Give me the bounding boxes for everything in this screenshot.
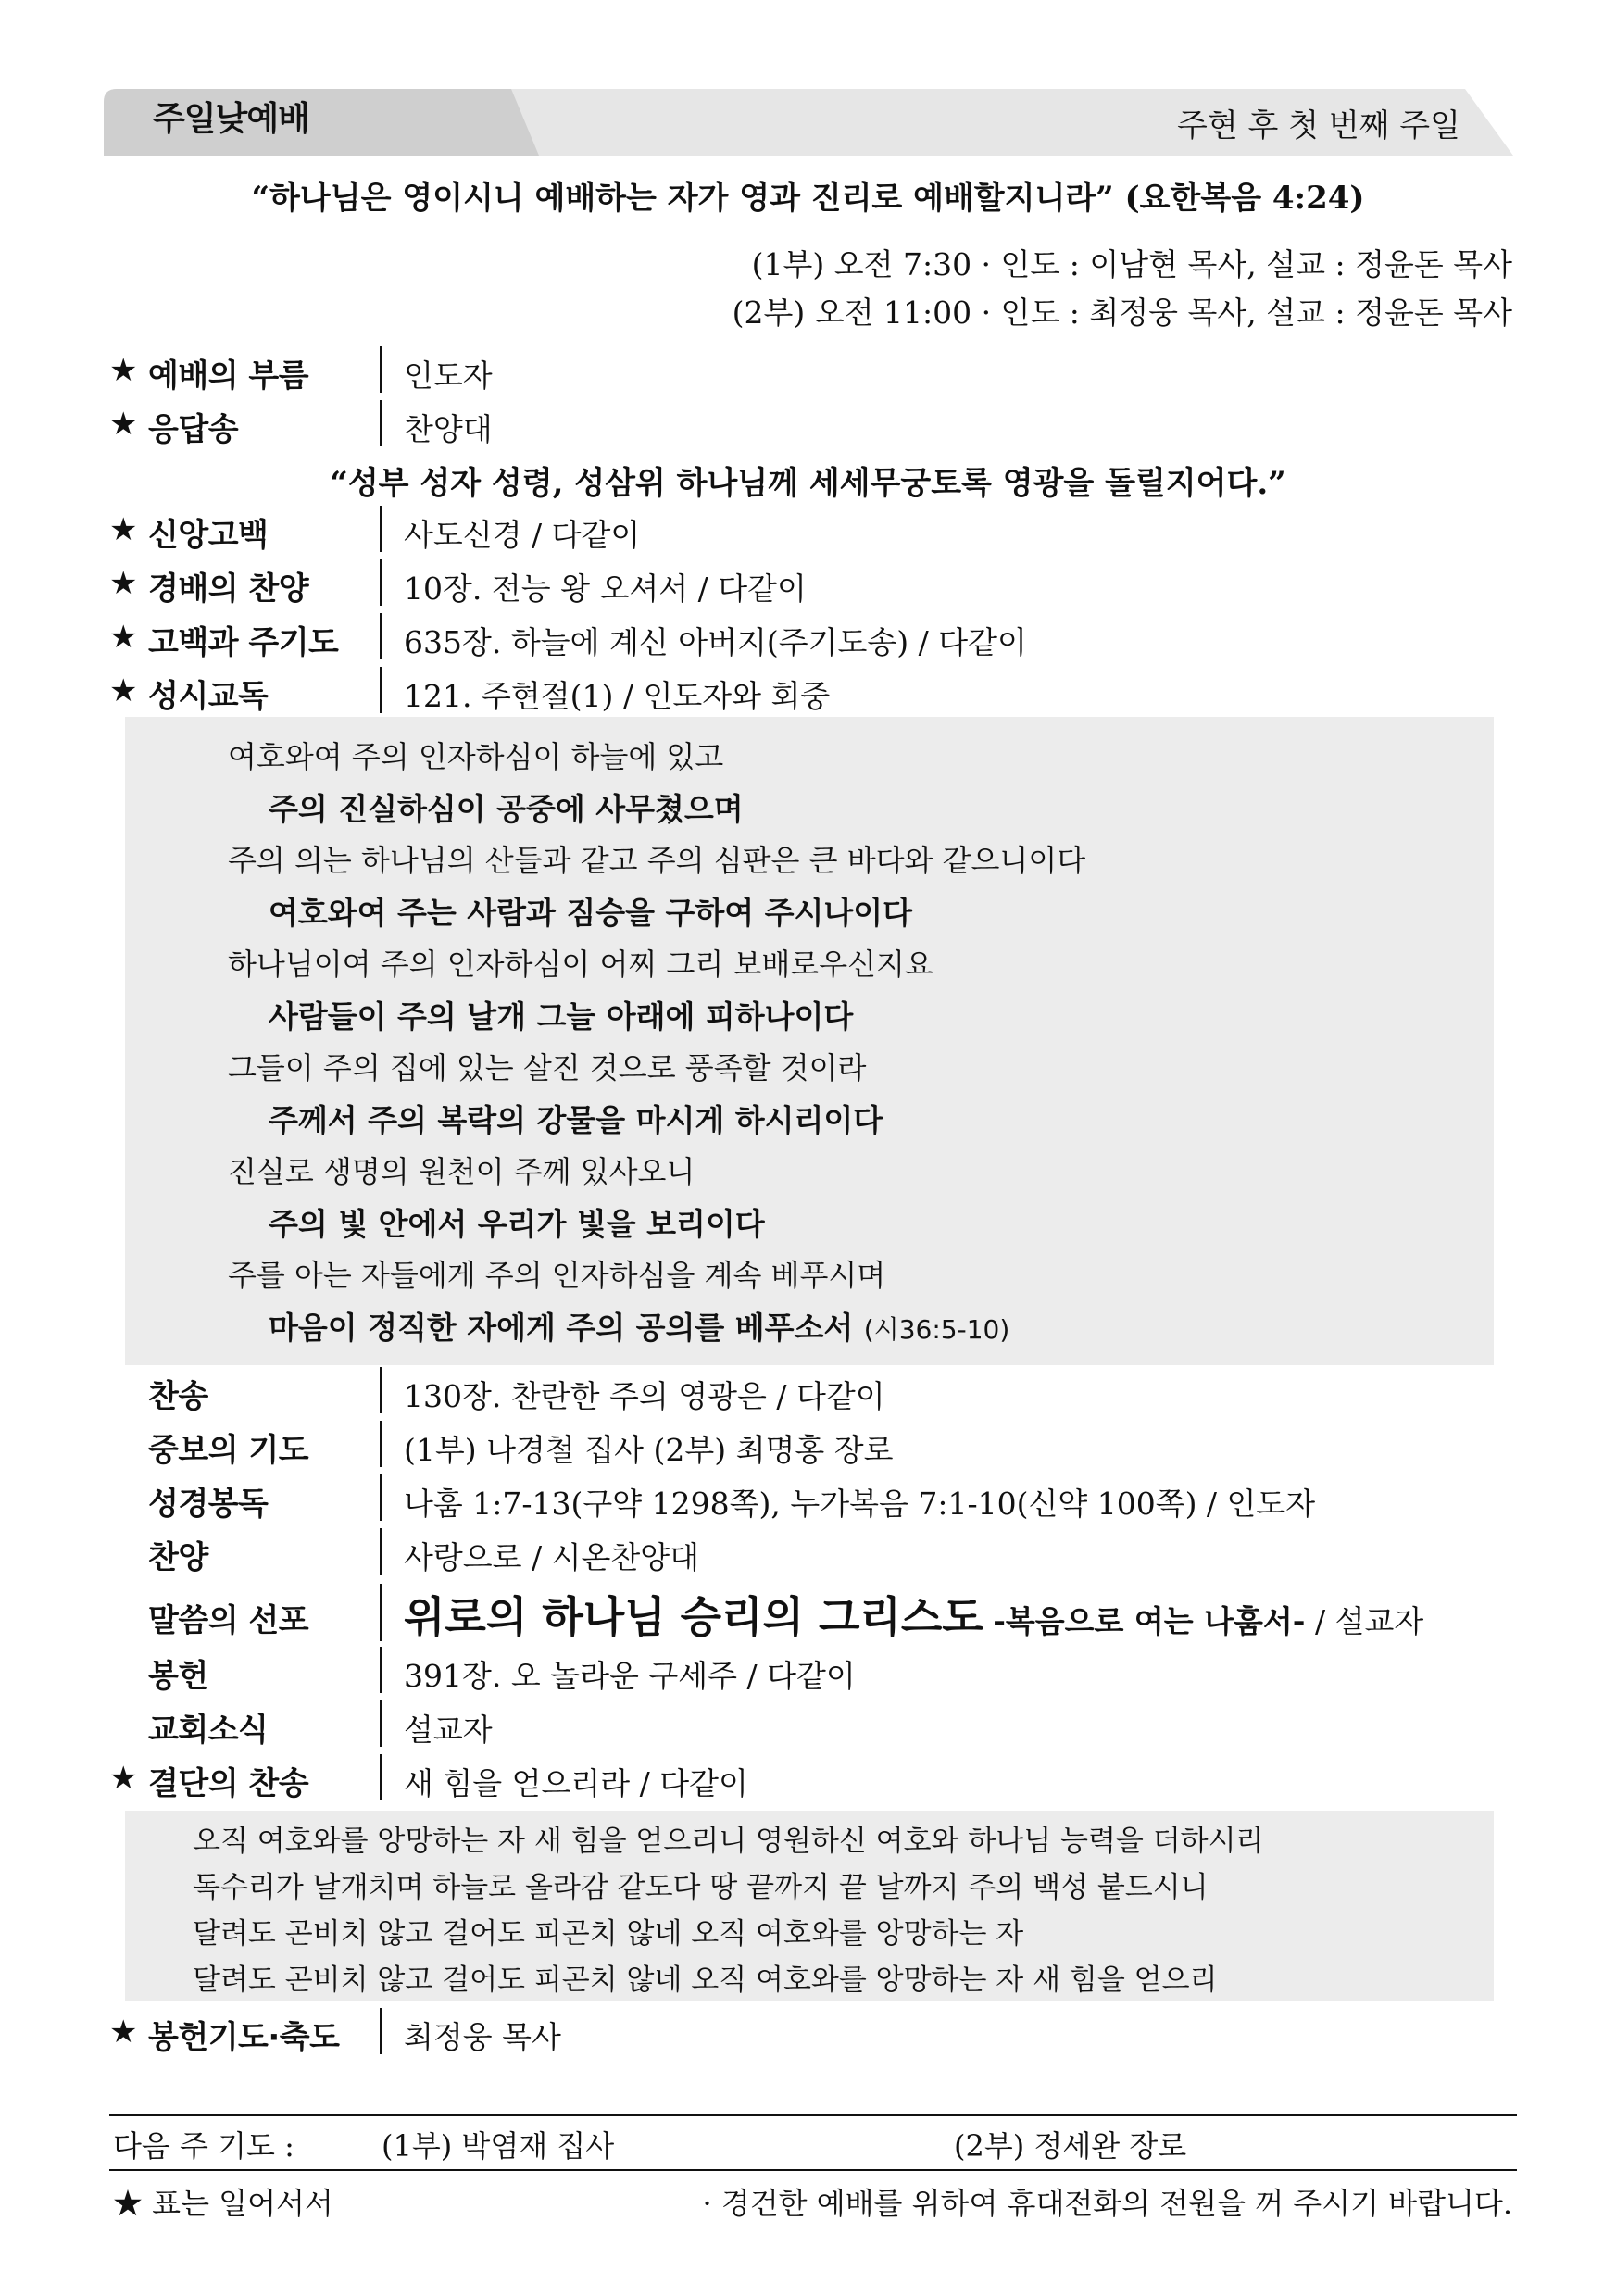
order-label: 찬양 — [148, 1539, 208, 1576]
doxology: “성부 성자 성령, 성삼위 하나님께 세세무궁토록 영광을 돌릴지어다.” — [330, 465, 1286, 502]
order-value: 인도자 — [404, 358, 493, 394]
order-value: (1부) 나경철 집사 (2부) 최명홍 장로 — [404, 1432, 894, 1468]
order-row — [109, 667, 1517, 713]
divider — [380, 1367, 382, 1413]
standing-star: ★ — [109, 565, 138, 602]
order-row — [109, 559, 1517, 606]
order-label: 결단의 찬송 — [148, 1765, 309, 1802]
order-row — [109, 1528, 1517, 1575]
reading-leader-line: 그들이 주의 집에 있는 살진 것으로 풍족할 것이라 — [228, 1050, 867, 1085]
standing-star: ★ — [109, 1760, 138, 1797]
order-label: 성경봉독 — [148, 1486, 269, 1523]
order-label: 말씀의 선포 — [148, 1602, 309, 1639]
divider — [380, 1528, 382, 1575]
footer-rule-bottom — [109, 2169, 1517, 2171]
order-value: 사도신경 / 다같이 — [404, 517, 641, 553]
order-label: 응답송 — [148, 411, 239, 448]
reading-people-line: 주의 빛 안에서 우리가 빛을 보리이다 — [269, 1206, 765, 1242]
order-value: 새 힘을 얻으리라 / 다같이 — [404, 1765, 748, 1801]
standing-star: ★ — [109, 2014, 138, 2051]
sermon-preacher: / 설교자 — [1305, 1603, 1424, 1639]
order-row — [109, 1647, 1517, 1693]
order-label: 찬송 — [148, 1378, 208, 1415]
order-label: 성시교독 — [148, 678, 269, 715]
hymn-lyric-line: 달려도 곤비치 않고 걸어도 피곤치 않네 오직 여호와를 앙망하는 자 새 힘을 얻으리 — [193, 1964, 1218, 1997]
order-row — [109, 400, 1517, 446]
order-row — [109, 506, 1517, 552]
divider — [380, 400, 382, 446]
standing-note: ★ 표는 일어서서 — [113, 2186, 333, 2221]
order-value: 찬양대 — [404, 411, 493, 447]
order-value: 121. 주현절(1) / 인도자와 회중 — [404, 678, 831, 714]
divider — [380, 506, 382, 552]
reading-people-line — [269, 1304, 1009, 1348]
divider — [380, 559, 382, 606]
order-value: 635장. 하늘에 계신 아버지(주기도송) / 다같이 — [404, 624, 1027, 660]
next-prayer-service-1: (1부) 박염재 집사 — [382, 2128, 615, 2164]
reading-people-line: 주의 진실하심이 공중에 사무쳤으며 — [269, 791, 744, 827]
reading-leader-line: 주의 의는 하나님의 산들과 같고 주의 심판은 큰 바다와 같으니이다 — [228, 843, 1086, 878]
order-row — [109, 1754, 1517, 1800]
order-value: 10장. 전능 왕 오셔서 / 다같이 — [404, 571, 807, 607]
order-value: 130장. 찬란한 주의 영광은 / 다같이 — [404, 1378, 885, 1414]
sermon-row — [109, 1584, 1517, 1641]
reading-last-text: 마음이 정직한 자에게 주의 공의를 베푸소서 — [269, 1310, 854, 1346]
order-value: 사랑으로 / 시온찬양대 — [404, 1539, 699, 1575]
order-label: 예배의 부름 — [148, 358, 309, 395]
divider — [380, 1700, 382, 1747]
order-label: 중보의 기도 — [148, 1432, 309, 1469]
standing-star: ★ — [109, 406, 138, 443]
standing-star: ★ — [109, 511, 138, 548]
next-prayer-label: 다음 주 기도 : — [113, 2128, 294, 2164]
footer-rule-top — [109, 2114, 1517, 2116]
order-row — [109, 613, 1517, 659]
sermon-value — [404, 1584, 1423, 1645]
reading-leader-line: 주를 아는 자들에게 주의 인자하심을 계속 베푸시며 — [228, 1258, 886, 1293]
hymn-lyric-line: 독수리가 날개치며 하늘로 올라감 같도다 땅 끝까지 끝 날까지 주의 백성 붙드시니 — [193, 1871, 1209, 1904]
sermon-title: 위로의 하나님 승리의 그리스도 — [404, 1592, 983, 1642]
reading-people-line: 여호와여 주는 사람과 짐승을 구하여 주시나이다 — [269, 895, 913, 931]
order-row — [109, 1700, 1517, 1747]
sunday-subtitle: 주현 후 첫 번째 주일 — [1177, 107, 1460, 144]
divider — [380, 1754, 382, 1800]
order-value: 391장. 오 놀라운 구세주 / 다같이 — [404, 1658, 856, 1694]
standing-star: ★ — [109, 672, 138, 709]
order-label: 봉헌기도·축도 — [148, 2019, 340, 2056]
service-time-2: (2부) 오전 11:00 · 인도 : 최정웅 목사, 설교 : 정윤돈 목사 — [732, 295, 1512, 331]
reading-leader-line: 여호와여 주의 인자하심이 하늘에 있고 — [228, 739, 724, 774]
divider — [380, 613, 382, 659]
reading-reference: (시36:5-10) — [863, 1314, 1010, 1345]
bulletin-title: 주일낮예배 — [153, 100, 309, 138]
hymn-lyric-line: 오직 여호와를 앙망하는 자 새 힘을 얻으리니 영원하신 여호와 하나님 능력을 더하시리 — [193, 1825, 1264, 1858]
reading-people-line: 사람들이 주의 날개 그늘 아래에 피하나이다 — [269, 998, 854, 1035]
order-row — [109, 1421, 1517, 1467]
divider — [380, 1647, 382, 1693]
standing-star: ★ — [109, 352, 138, 389]
order-label: 고백과 주기도 — [148, 624, 339, 661]
order-row — [109, 1367, 1517, 1413]
divider — [380, 1421, 382, 1467]
sermon-subtitle: -복음으로 여는 나훔서- — [993, 1603, 1306, 1639]
standing-star: ★ — [109, 619, 138, 656]
order-row — [109, 2008, 1517, 2054]
reading-leader-line: 진실로 생명의 원천이 주께 있사오니 — [228, 1154, 695, 1189]
hymn-lyric-line: 달려도 곤비치 않고 걸어도 피곤치 않네 오직 여호와를 앙망하는 자 — [193, 1917, 1024, 1951]
order-value: 설교자 — [404, 1712, 493, 1748]
order-label: 신앙고백 — [148, 517, 269, 554]
order-label: 교회소식 — [148, 1712, 269, 1749]
order-label: 경배의 찬양 — [148, 571, 309, 608]
order-label: 봉헌 — [148, 1658, 208, 1695]
next-prayer-service-2: (2부) 정세완 장로 — [954, 2128, 1187, 2164]
divider — [380, 2008, 382, 2054]
reading-leader-line: 하나님이여 주의 인자하심이 어찌 그리 보배로우신지요 — [228, 947, 933, 982]
order-row — [109, 346, 1517, 393]
divider — [380, 667, 382, 713]
theme-verse: “하나님은 영이시니 예배하는 자가 영과 진리로 예배할지니라” (요한복음 4:24) — [251, 180, 1365, 217]
phone-notice: · 경건한 예배를 위하여 휴대전화의 전원을 꺼 주시기 바랍니다. — [702, 2186, 1512, 2221]
reading-people-line: 주께서 주의 복락의 강물을 마시게 하시리이다 — [269, 1102, 883, 1138]
divider — [380, 1584, 382, 1641]
service-time-1: (1부) 오전 7:30 · 인도 : 이남현 목사, 설교 : 정윤돈 목사 — [751, 246, 1512, 282]
divider — [380, 1474, 382, 1521]
order-row — [109, 1474, 1517, 1521]
order-value: 최정웅 목사 — [404, 2019, 561, 2055]
divider — [380, 346, 382, 393]
order-value: 나훔 1:7-13(구약 1298쪽), 누가복음 7:1-10(신약 100쪽) / 인도자 — [404, 1486, 1316, 1522]
